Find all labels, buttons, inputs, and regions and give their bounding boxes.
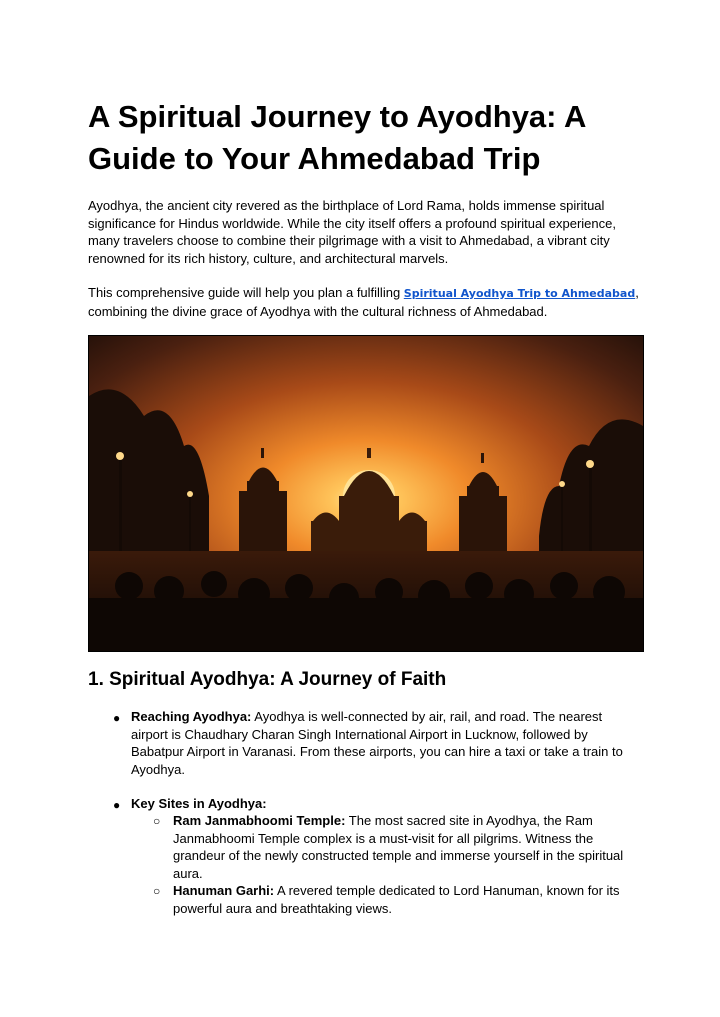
sub-bullet-glyph: ○ [153,814,161,828]
temple-sunset-illustration [89,336,643,651]
key-sites-label: Key Sites in Ayodhya: [131,796,267,811]
list-item-reaching [131,708,641,778]
guide-link[interactable]: Spiritual Ayodhya Trip to Ahmedabad [403,287,636,300]
ram-temple-text: The most sacred site in Ayodhya, the Ram Janmabhoomi Temple complex is a must-visit for all pilgrims. Witness the grandeur of the newly constructed temple and immerse yourself in the spiritual aura. [173,813,624,881]
bullet-glyph: ● [113,798,121,812]
bullet-glyph: ● [113,711,121,725]
section-heading: 1. Spiritual Ayodhya: A Journey of Faith [88,669,447,690]
guide-paragraph [88,284,648,320]
guide-suffix: , combining the divine grace of Ayodhya with the cultural richness of Ahmedabad. [88,285,639,319]
sub-bullet-glyph: ○ [153,884,161,898]
list-item-ram-janmabhoomi [173,812,641,882]
intro-paragraph: Ayodhya, the ancient city revered as the birthplace of Lord Rama, holds immense spiritual significance for Hindus worldwide. While the city itself offers a profound spiritual experience, many travelers choose to combine their pilgrimage with a visit to Ahmedabad, a vibrant city renowned for its rich history, culture, and architectural marvels. [88,198,616,266]
list-item-key-sites [131,795,641,813]
guide-prefix: This comprehensive guide will help you plan a fulfilling [88,285,404,300]
page-title: A Spiritual Journey to Ayodhya: A Guide to Your Ahmedabad Trip [88,99,586,176]
hanuman-garhi-text: A revered temple dedicated to Lord Hanuman, known for its powerful aura and breathtaking views. [173,883,620,916]
ram-temple-label: Ram Janmabhoomi Temple: [173,813,346,828]
hanuman-garhi-label: Hanuman Garhi: [173,883,275,898]
temple-sunset-image [88,335,644,652]
reaching-label: Reaching Ayodhya: [131,709,252,724]
reaching-text: Ayodhya is well-connected by air, rail, and road. The nearest airport is Chaudhary Charan Singh International Airport in Lucknow, followed by Babatpur Airport in Varanasi. From these airports, you can hire a taxi or take a train to Ayodhya. [131,709,623,777]
list-item-hanuman-garhi [173,882,641,917]
